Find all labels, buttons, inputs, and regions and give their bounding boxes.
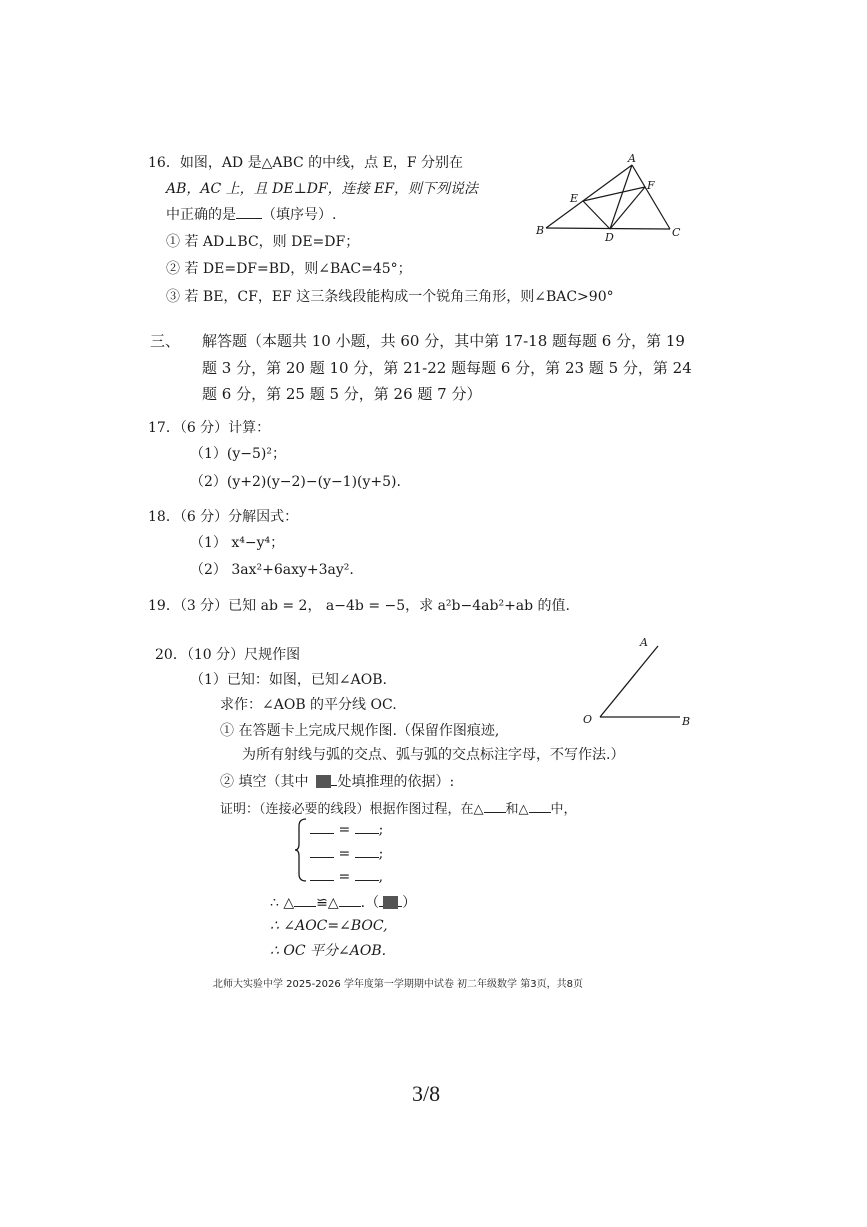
segment-de	[583, 201, 610, 229]
q20-known: （1）已知：如图，已知∠AOB.	[190, 672, 387, 688]
triangle-blank-1	[484, 798, 506, 813]
condition-row-1: = ;	[310, 819, 383, 840]
q20-title: 20．（10 分）尺规作图	[155, 647, 301, 663]
conclusion-1: ∴ △ ≌△ .（ ）	[270, 892, 416, 913]
q18-title: 18．（6 分）分解因式：	[148, 509, 299, 525]
system-brace	[294, 818, 308, 882]
q19-text: 19．（3 分）已知 ab = 2， a−4b = −5，求 a²b−4ab²+ab 的值.	[148, 598, 571, 614]
q16-line-3-text: 中正确的是	[166, 207, 236, 223]
triangle-blank-2	[529, 798, 551, 813]
q16-line-1: 16．如图，AD 是△ABC 的中线，点 E，F 分别在	[148, 155, 464, 171]
q16-triangle-figure	[528, 148, 688, 243]
q17-part-2: （2）(y+2)(y−2)−(y−1)(y+5).	[190, 474, 401, 490]
label-o: O	[583, 713, 593, 726]
q20-step-1a: ① 在答题卡上完成尺规作图.（保留作图痕迹,	[220, 723, 500, 739]
label-b: B	[682, 715, 691, 728]
q16-line-3	[166, 204, 336, 225]
label-c: C	[672, 226, 681, 239]
label-f: F	[647, 179, 655, 192]
condition-row-2: = ;	[310, 843, 383, 864]
q16-line-3-tail: （填序号）.	[262, 207, 337, 223]
q20-proof-line	[220, 798, 577, 820]
proof-text-c: 中，	[550, 802, 577, 817]
label-d: D	[605, 231, 614, 243]
q20-angle-figure	[578, 630, 698, 730]
conclusion-2: ∴ ∠AOC=∠BOC,	[270, 918, 388, 934]
section-3-line-2: 题 3 分，第 20 题 10 分，第 21-22 题每题 6 分，第 23 题 5 分，第 24	[202, 359, 692, 377]
label-e: E	[570, 192, 579, 205]
q16-option-3: ③ 若 BE，CF，EF 这三条线段能构成一个锐角三角形，则∠BAC>90°	[166, 289, 614, 305]
page-number: 3/8	[412, 1081, 441, 1106]
q18-part-1: （1） x⁴−y⁴；	[190, 535, 285, 551]
q17-part-1: （1）(y−5)²；	[190, 446, 286, 462]
q16-option-1: ① 若 AD⊥BC，则 DE=DF；	[166, 234, 360, 250]
conclusion-3: ∴ OC 平分∠AOB.	[270, 943, 387, 959]
side-bc	[546, 228, 670, 229]
q16-option-2: ② 若 DE=DF=BD，则∠BAC=45°；	[166, 261, 412, 277]
q17-title: 17．（6 分）计算：	[148, 420, 271, 436]
q20-step-2-text: ② 填空（其中	[220, 774, 309, 790]
label-a: A	[628, 152, 636, 165]
proof-text-a: 证明：（连接必要的线段）根据作图过程，在△	[220, 802, 484, 817]
section-3-line-1: 解答题（本题共 10 小题，共 60 分，其中第 17-18 题每题 6 分，第 19	[202, 332, 685, 350]
section-3-line-3: 题 6 分，第 25 题 5 分，第 26 题 7 分）	[202, 385, 482, 403]
side-ac	[632, 165, 670, 229]
label-a: A	[640, 636, 648, 649]
reason-box	[383, 896, 398, 909]
section-3-number: 三、	[150, 332, 181, 350]
label-b: B	[536, 224, 545, 237]
reason-placeholder-box	[316, 775, 331, 788]
q20-step-2	[220, 771, 454, 792]
proof-text-b: 和△	[505, 802, 529, 817]
q16-answer-blank	[236, 204, 262, 219]
condition-row-3: = ,	[310, 866, 383, 887]
q16-line-2: AB，AC 上，且 DE⊥DF，连接 EF，则下列说法	[166, 181, 479, 197]
q20-ask: 求作：∠AOB 的平分线 OC.	[220, 697, 397, 713]
q20-step-1b: 为所有射线与弧的交点、弧与弧的交点标注字母，不写作法.）	[242, 747, 625, 763]
q20-step-2-tail: 处填推理的依据）:	[337, 774, 455, 790]
q18-part-2: （2） 3ax²+6axy+3ay².	[190, 562, 354, 578]
median-ad	[610, 165, 632, 229]
page-footer: 北师大实验中学 2025-2026 学年度第一学期期中试卷 初二年级数学 第3页，共8页	[213, 979, 583, 990]
ray-oa	[600, 646, 658, 717]
